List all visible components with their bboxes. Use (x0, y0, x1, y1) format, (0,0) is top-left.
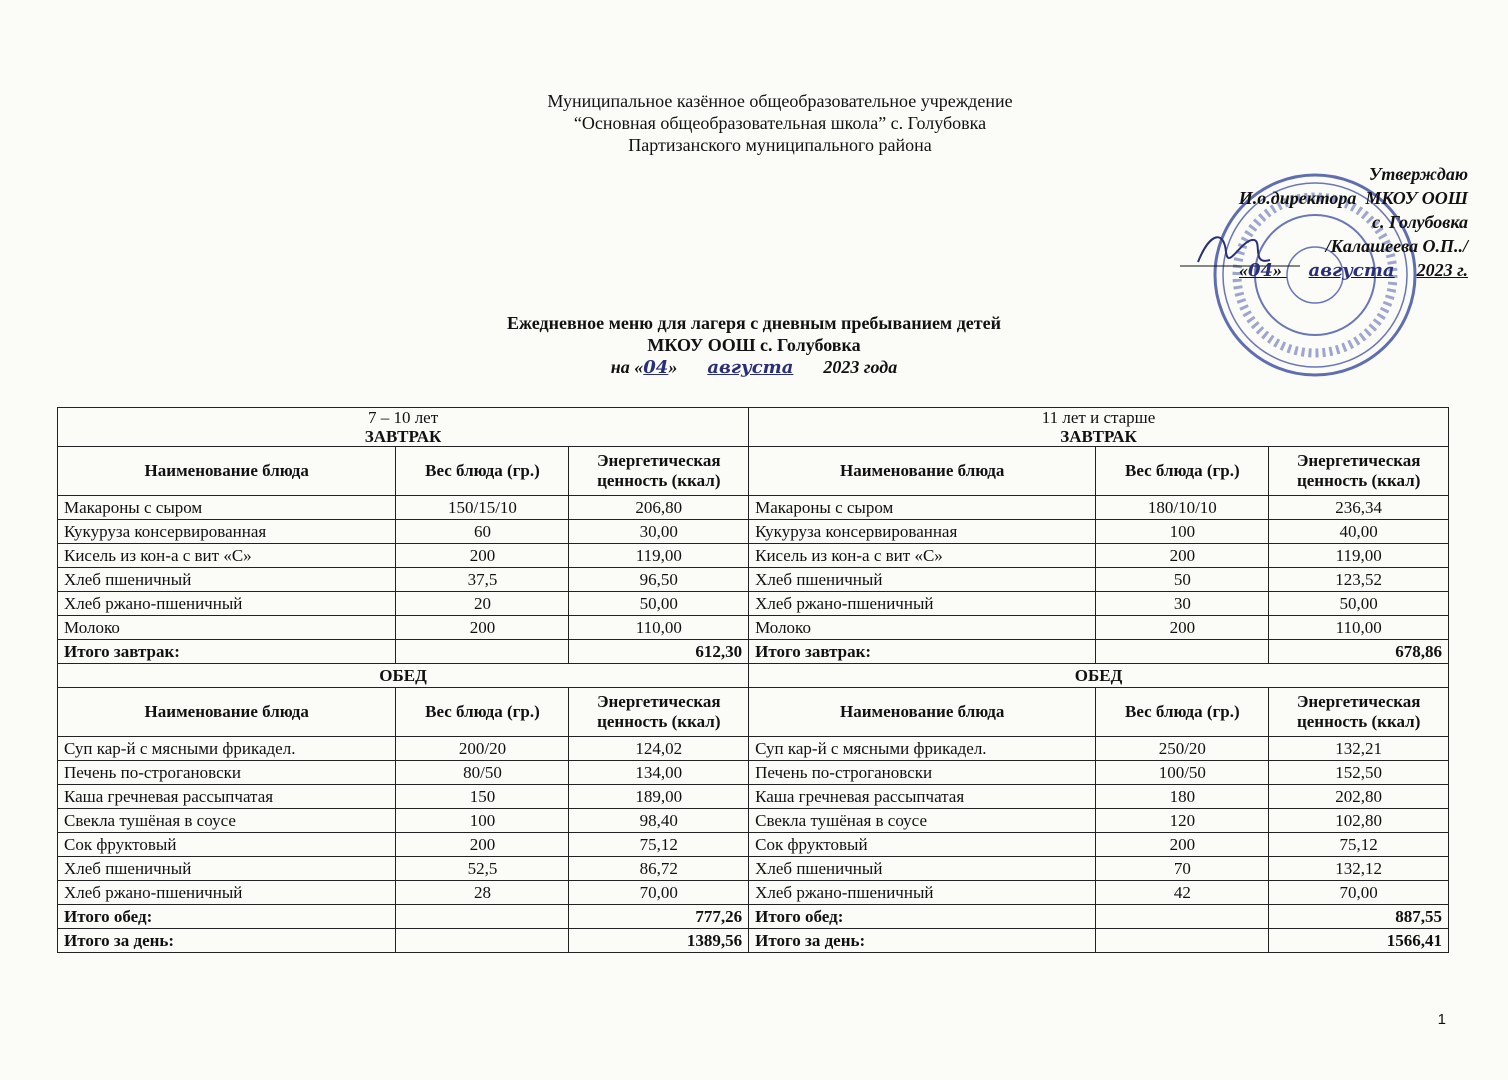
dish-weight: 180/10/10 (1096, 496, 1269, 520)
col-header-energy-line2: ценность (ккал) (597, 471, 721, 490)
dish-name: Хлеб пшеничный (58, 857, 396, 881)
col-header-name: Наименование блюда (58, 688, 396, 737)
total-label: Итого за день: (749, 929, 1096, 953)
lunch-total-row (58, 905, 1449, 929)
dish-weight: 52,5 (396, 857, 569, 881)
total-empty (1096, 905, 1269, 929)
title-date-day: 04 (643, 357, 669, 378)
dish-energy: 132,12 (1269, 857, 1449, 881)
dish-name: Кукуруза консервированная (749, 520, 1096, 544)
dish-energy: 123,52 (1269, 568, 1449, 592)
dish-weight: 200 (1096, 616, 1269, 640)
dish-energy: 202,80 (1269, 785, 1449, 809)
table-row (58, 496, 1449, 520)
dish-weight: 100 (396, 809, 569, 833)
total-empty (396, 905, 569, 929)
title-date (0, 356, 1508, 379)
breakfast-total-row (58, 640, 1449, 664)
dish-name: Макароны с сыром (749, 496, 1096, 520)
total-value: 678,86 (1269, 640, 1449, 664)
dish-energy: 86,72 (569, 857, 749, 881)
col-header-energy-line1: Энергетическая (596, 451, 721, 470)
col-header-energy-line1: Энергетическая (1296, 692, 1421, 711)
table-row (58, 737, 1449, 761)
dish-name: Хлеб ржано-пшеничный (58, 881, 396, 905)
organization-header (0, 90, 1508, 156)
dish-energy: 75,12 (569, 833, 749, 857)
col-header-energy-line1: Энергетическая (1296, 451, 1421, 470)
dish-weight: 200 (1096, 833, 1269, 857)
dish-weight: 100/50 (1096, 761, 1269, 785)
table-row (58, 568, 1449, 592)
dish-name: Каша гречневая рассыпчатая (749, 785, 1096, 809)
menu-table (57, 407, 1449, 953)
total-value: 777,26 (569, 905, 749, 929)
total-label: Итого обед: (58, 905, 396, 929)
dish-name: Свекла тушёная в соусе (749, 809, 1096, 833)
dish-name: Молоко (749, 616, 1096, 640)
dish-name: Молоко (58, 616, 396, 640)
dish-energy: 30,00 (569, 520, 749, 544)
approval-date-close-quote: » (1273, 260, 1287, 280)
dish-name: Сок фруктовый (58, 833, 396, 857)
dish-weight: 200 (1096, 544, 1269, 568)
dish-name: Каша гречневая рассыпчатая (58, 785, 396, 809)
dish-energy: 119,00 (569, 544, 749, 568)
org-line-1: Муниципальное казённое общеобразовательное учреждение (547, 91, 1013, 111)
total-label: Итого завтрак: (58, 640, 396, 664)
table-row (58, 785, 1449, 809)
dish-weight: 30 (1096, 592, 1269, 616)
age-group-header-row (58, 408, 1449, 447)
age-group-left (58, 408, 749, 447)
table-row (58, 544, 1449, 568)
dish-energy: 189,00 (569, 785, 749, 809)
title-line-1: Ежедневное меню для лагеря с дневным пребыванием детей (506, 313, 1001, 333)
org-line-2: “Основная общеобразовательная школа” с. Голубовка (573, 113, 987, 133)
approval-date-day: 04 (1247, 260, 1274, 281)
dish-energy: 70,00 (1269, 881, 1449, 905)
approval-date-month: августа (1308, 260, 1395, 281)
dish-energy: 110,00 (1269, 616, 1449, 640)
dish-energy: 70,00 (569, 881, 749, 905)
dish-energy: 40,00 (1269, 520, 1449, 544)
dish-weight: 60 (396, 520, 569, 544)
col-header-energy (569, 688, 749, 737)
approval-date-year: 2023 г. (1416, 260, 1468, 280)
approval-line-3: с. Голубовка (1372, 212, 1468, 232)
breakfast-label-right: ЗАВТРАК (1060, 427, 1137, 446)
dish-energy: 132,21 (1269, 737, 1449, 761)
title-date-prefix: на « (610, 357, 644, 377)
dish-name: Кисель из кон-а с вит «С» (749, 544, 1096, 568)
menu-title (0, 312, 1508, 379)
col-header-energy-line2: ценность (ккал) (597, 712, 721, 731)
col-header-weight: Вес блюда (гр.) (396, 688, 569, 737)
dish-weight: 50 (1096, 568, 1269, 592)
dish-name: Макароны с сыром (58, 496, 396, 520)
dish-name: Хлеб пшеничный (58, 568, 396, 592)
col-header-name: Наименование блюда (749, 688, 1096, 737)
dish-weight: 200 (396, 544, 569, 568)
dish-name: Свекла тушёная в соусе (58, 809, 396, 833)
dish-energy: 134,00 (569, 761, 749, 785)
title-date-suffix: 2023 года (823, 357, 898, 377)
table-row (58, 520, 1449, 544)
dish-weight: 42 (1096, 881, 1269, 905)
total-label: Итого за день: (58, 929, 396, 953)
col-header-energy (569, 447, 749, 496)
title-date-mid: » (668, 357, 678, 377)
total-label: Итого обед: (749, 905, 1096, 929)
total-value: 887,55 (1269, 905, 1449, 929)
total-value: 1389,56 (569, 929, 749, 953)
approval-block (1239, 162, 1468, 283)
col-header-name: Наименование блюда (749, 447, 1096, 496)
total-empty (1096, 929, 1269, 953)
age-left-label: 7 – 10 лет (367, 408, 439, 427)
total-empty (1096, 640, 1269, 664)
col-header-weight: Вес блюда (гр.) (1096, 688, 1269, 737)
dish-weight: 20 (396, 592, 569, 616)
dish-energy: 124,02 (569, 737, 749, 761)
breakfast-label-left: ЗАВТРАК (364, 427, 442, 446)
title-line-2: МКОУ ООШ с. Голубовка (647, 335, 861, 355)
dish-energy: 102,80 (1269, 809, 1449, 833)
table-row (58, 761, 1449, 785)
table-row (58, 881, 1449, 905)
dish-name: Хлеб ржано-пшеничный (749, 881, 1096, 905)
dish-weight: 80/50 (396, 761, 569, 785)
dish-name: Хлеб пшеничный (749, 568, 1096, 592)
dish-weight: 100 (1096, 520, 1269, 544)
dish-name: Кисель из кон-а с вит «С» (58, 544, 396, 568)
lunch-label-right: ОБЕД (749, 664, 1449, 688)
total-value: 1566,41 (1269, 929, 1449, 953)
col-header-energy (1269, 688, 1449, 737)
dish-name: Суп кар-й с мясными фрикадел. (749, 737, 1096, 761)
total-empty (396, 640, 569, 664)
dish-energy: 110,00 (569, 616, 749, 640)
dish-weight: 150 (396, 785, 569, 809)
dish-name: Хлеб ржано-пшеничный (58, 592, 396, 616)
dish-name: Хлеб ржано-пшеничный (749, 592, 1096, 616)
total-value: 612,30 (569, 640, 749, 664)
dish-name: Печень по-строгановски (58, 761, 396, 785)
dish-weight: 120 (1096, 809, 1269, 833)
table-row (58, 833, 1449, 857)
col-header-energy-line2: ценность (ккал) (1296, 471, 1421, 490)
approval-line-4: /Калашеева О.П../ (1325, 236, 1468, 256)
dish-energy: 75,12 (1269, 833, 1449, 857)
dish-name: Печень по-строгановски (749, 761, 1096, 785)
dish-name: Хлеб пшеничный (749, 857, 1096, 881)
dish-name: Сок фруктовый (749, 833, 1096, 857)
total-label: Итого завтрак: (749, 640, 1096, 664)
dish-weight: 28 (396, 881, 569, 905)
dish-energy: 50,00 (569, 592, 749, 616)
dish-energy: 119,00 (1269, 544, 1449, 568)
dish-weight: 200 (396, 833, 569, 857)
dish-energy: 152,50 (1269, 761, 1449, 785)
dish-weight: 250/20 (1096, 737, 1269, 761)
dish-energy: 98,40 (569, 809, 749, 833)
approval-line-2: И.о.директора МКОУ ООШ (1238, 188, 1468, 208)
dish-weight: 150/15/10 (396, 496, 569, 520)
col-header-name: Наименование блюда (58, 447, 396, 496)
approval-date (1239, 258, 1468, 283)
page-number: 1 (1437, 1011, 1446, 1028)
table-row (58, 809, 1449, 833)
col-header-energy (1269, 447, 1449, 496)
title-date-month: августа (707, 357, 794, 378)
dish-energy: 206,80 (569, 496, 749, 520)
table-row (58, 592, 1449, 616)
dish-weight: 180 (1096, 785, 1269, 809)
approval-date-open-quote: « (1238, 260, 1248, 280)
table-row (58, 616, 1449, 640)
dish-name: Суп кар-й с мясными фрикадел. (58, 737, 396, 761)
dish-energy: 236,34 (1269, 496, 1449, 520)
dish-energy: 50,00 (1269, 592, 1449, 616)
age-right-label: 11 лет и старше (1041, 408, 1156, 427)
lunch-section-row (58, 664, 1449, 688)
day-total-row (58, 929, 1449, 953)
col-header-energy-line1: Энергетическая (596, 692, 721, 711)
dish-weight: 200/20 (396, 737, 569, 761)
approval-line-1: Утверждаю (1368, 164, 1468, 184)
org-line-3: Партизанского муниципального района (628, 135, 932, 155)
dish-weight: 70 (1096, 857, 1269, 881)
dish-energy: 96,50 (569, 568, 749, 592)
lunch-column-header-row (58, 688, 1449, 737)
col-header-energy-line2: ценность (ккал) (1296, 712, 1421, 731)
dish-weight: 200 (396, 616, 569, 640)
breakfast-column-header-row (58, 447, 1449, 496)
dish-name: Кукуруза консервированная (58, 520, 396, 544)
col-header-weight: Вес блюда (гр.) (1096, 447, 1269, 496)
col-header-weight: Вес блюда (гр.) (396, 447, 569, 496)
total-empty (396, 929, 569, 953)
table-row (58, 857, 1449, 881)
lunch-label-left: ОБЕД (58, 664, 749, 688)
age-group-right (749, 408, 1449, 447)
dish-weight: 37,5 (396, 568, 569, 592)
